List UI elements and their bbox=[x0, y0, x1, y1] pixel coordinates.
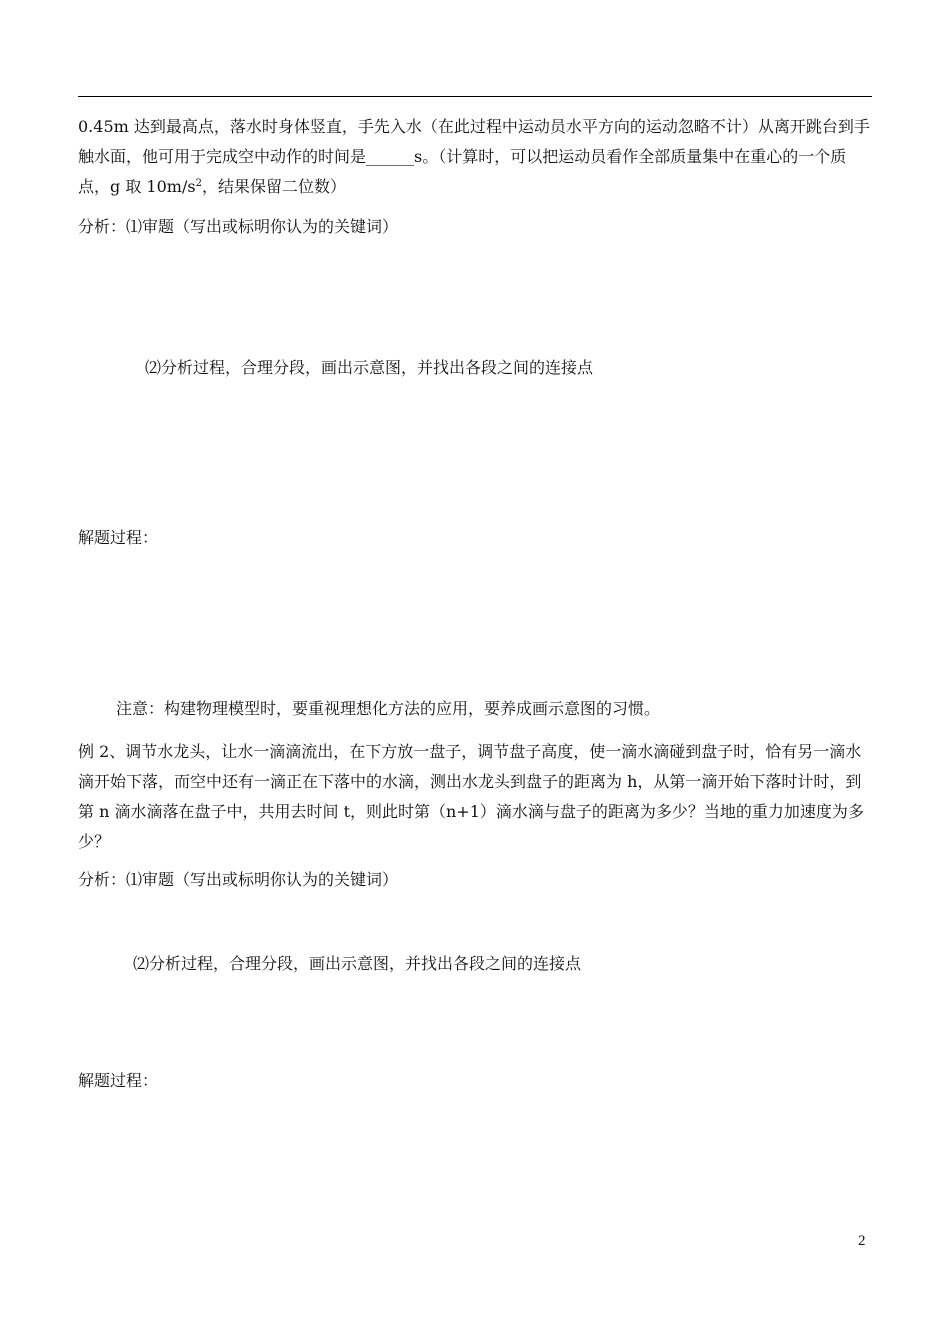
analysis-step2: ⑵分析过程，合理分段，画出示意图，并找出各段之间的连接点 bbox=[145, 358, 594, 377]
page-number: 2 bbox=[858, 1233, 866, 1249]
solution-heading: 解题过程： bbox=[78, 528, 159, 547]
problem-text-part1: 0.45m 达到最高点，落水时身体竖直，手先入水（在此过程中运动员水平方向的运动忽略不计）从离开跳台到手触水面，他可用于完成空中动作的时间是______s。（计算时，可以把运动员看作全部质量集中在重心的一个质点，g 取 10m/s bbox=[78, 117, 870, 196]
solution-heading-b: 解题过程： bbox=[78, 1071, 159, 1090]
header-rule bbox=[78, 96, 872, 97]
problem-text-part2: ，结果保留二位数） bbox=[201, 177, 346, 196]
problem-text bbox=[78, 112, 874, 202]
note-text: 注意：构建物理模型时，要重视理想化方法的应用，要养成画示意图的习惯。 bbox=[116, 699, 661, 718]
analysis-step1: 分析：⑴审题（写出或标明你认为的关键词） bbox=[78, 217, 399, 236]
analysis-step2-b: ⑵分析过程，合理分段，画出示意图，并找出各段之间的连接点 bbox=[133, 954, 582, 973]
exponent: 2 bbox=[195, 178, 202, 189]
analysis-step1-b: 分析：⑴审题（写出或标明你认为的关键词） bbox=[78, 870, 399, 889]
example-2-text: 例 2、调节水龙头，让水一滴滴流出，在下方放一盘子，调节盘子高度，使一滴水滴碰到盘子时，恰有另一滴水滴开始下落，而空中还有一滴正在下落中的水滴，测出水龙头到盘子的距离为 h，从第一滴开始下落时计时，到第 n 滴水滴落在盘子中，共用去时间 t，则此时第（n+1）滴水滴与盘子的距离为多少？当地的重力加速度为多少？ bbox=[78, 742, 864, 851]
